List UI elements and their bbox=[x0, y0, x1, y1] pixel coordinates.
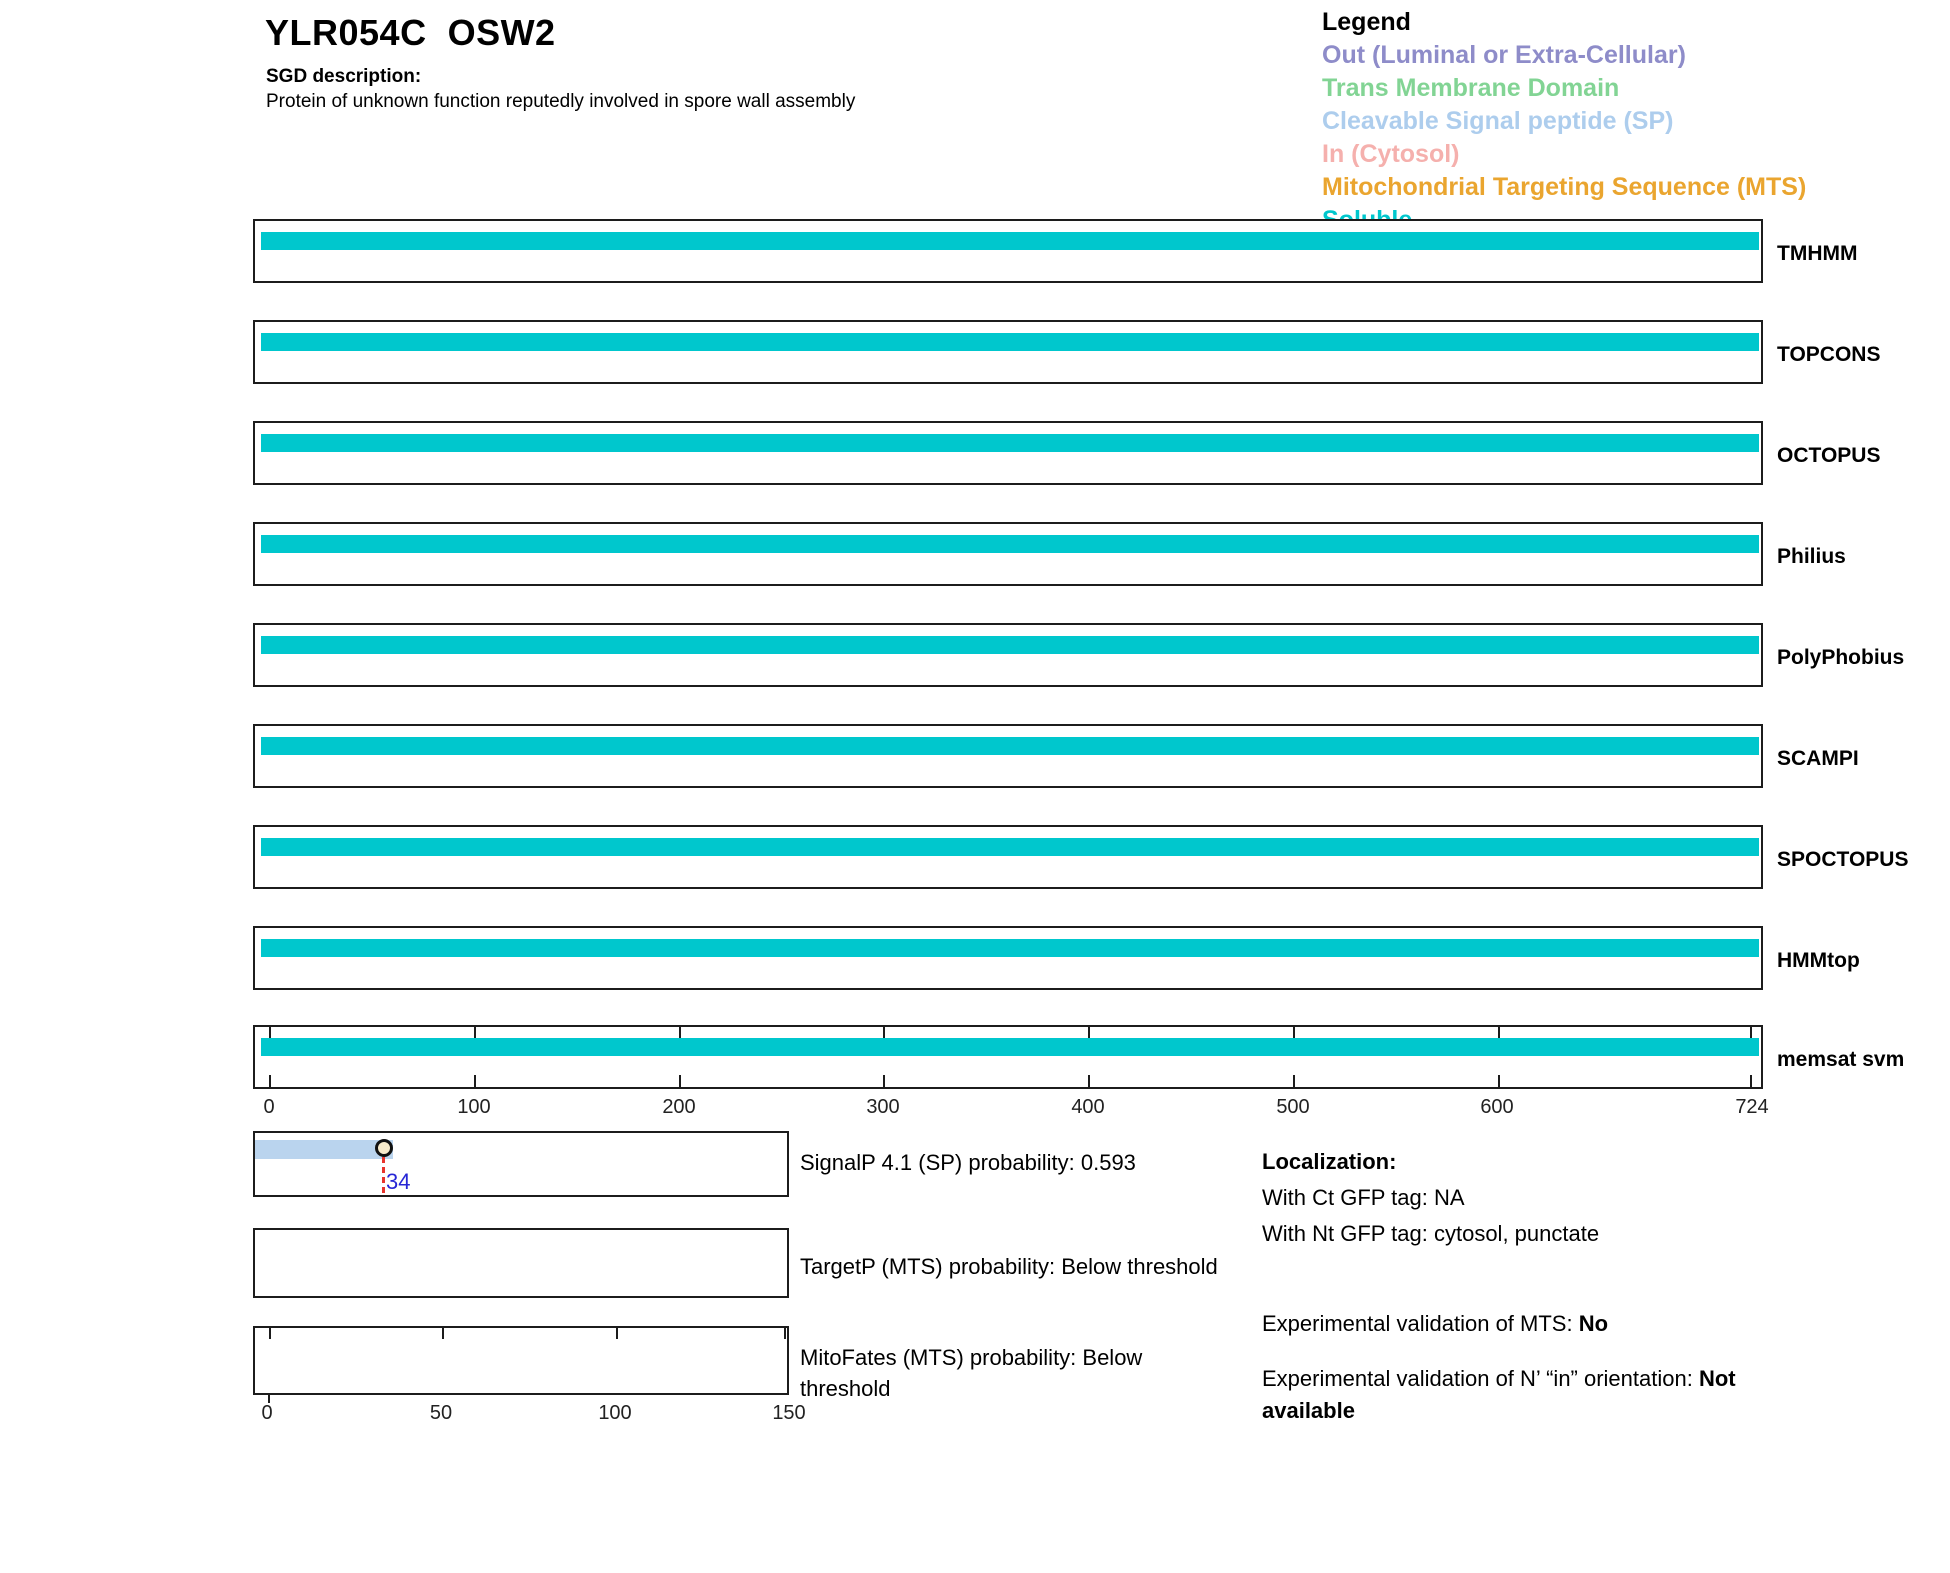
track-box-memsat-svm bbox=[253, 1025, 1763, 1089]
axis-tick bbox=[883, 1075, 885, 1087]
soluble-bar bbox=[261, 232, 1759, 250]
axis-tick-label: 500 bbox=[1276, 1096, 1310, 1118]
track-label-polyphobius: PolyPhobius bbox=[1777, 646, 1905, 669]
axis-tick bbox=[269, 1328, 271, 1339]
legend bbox=[1322, 6, 1806, 237]
soluble-bar bbox=[261, 737, 1759, 755]
mitofates-axis-tick-label: 100 bbox=[598, 1402, 632, 1424]
signal-peptide-probability-bar bbox=[255, 1140, 393, 1159]
page-title: YLR054C OSW2 bbox=[265, 12, 556, 53]
orientation-line bbox=[1262, 1363, 1762, 1427]
axis-tick bbox=[1088, 1075, 1090, 1087]
track-box-spoctopus bbox=[253, 825, 1763, 889]
soluble-bar bbox=[261, 1038, 1759, 1056]
mitofates-axis-tick-label: 0 bbox=[261, 1402, 273, 1424]
legend-title: Legend bbox=[1322, 8, 1411, 36]
cleavage-site-marker bbox=[375, 1139, 393, 1157]
track-label-spoctopus: SPOCTOPUS bbox=[1777, 848, 1909, 871]
track-box-topcons bbox=[253, 320, 1763, 384]
orientation-prefix: Experimental validation of N’ “in” orientation: bbox=[1262, 1366, 1699, 1391]
legend-item-in-cytosol: In (Cytosol) bbox=[1322, 140, 1460, 168]
track-box-hmmtop bbox=[253, 926, 1763, 990]
track-label-octopus: OCTOPUS bbox=[1777, 444, 1881, 467]
cleavage-site-label: 34 bbox=[386, 1169, 411, 1194]
legend-item-signal-peptide: Cleavable Signal peptide (SP) bbox=[1322, 107, 1674, 135]
soluble-bar bbox=[261, 535, 1759, 553]
axis-tick-label: 100 bbox=[457, 1096, 491, 1118]
axis-tick-label: 400 bbox=[1071, 1096, 1105, 1118]
soluble-bar bbox=[261, 434, 1759, 452]
track-box-tmhmm bbox=[253, 219, 1763, 283]
track-box-philius bbox=[253, 522, 1763, 586]
mitofates-caption: MitoFates (MTS) probability: Below threshold bbox=[800, 1345, 1143, 1401]
signalp-plot bbox=[253, 1131, 789, 1197]
mts-validation-line bbox=[1262, 1308, 1608, 1340]
axis-tick-label: 724 bbox=[1735, 1096, 1769, 1118]
track-label-hmmtop: HMMtop bbox=[1777, 949, 1860, 972]
soluble-bar bbox=[261, 333, 1759, 351]
mts-validation-value: No bbox=[1578, 1311, 1609, 1336]
track-box-octopus bbox=[253, 421, 1763, 485]
track-label-philius: Philius bbox=[1777, 545, 1846, 568]
orientation-value: Not available bbox=[1262, 1366, 1736, 1423]
sgd-description-text: Protein of unknown function reputedly involved in spore wall assembly bbox=[266, 91, 856, 112]
axis-tick-label: 300 bbox=[866, 1096, 900, 1118]
soluble-bar bbox=[261, 939, 1759, 957]
axis-tick bbox=[1293, 1075, 1295, 1087]
axis-tick-label: 0 bbox=[263, 1096, 275, 1118]
cleavage-site-line bbox=[382, 1157, 385, 1193]
axis-tick-label: 200 bbox=[662, 1096, 696, 1118]
targetp-caption: TargetP (MTS) probability: Below threshold bbox=[800, 1254, 1218, 1279]
legend-item-out: Out (Luminal or Extra-Cellular) bbox=[1322, 41, 1686, 69]
legend-item-mts: Mitochondrial Targeting Sequence (MTS) bbox=[1322, 173, 1807, 201]
track-label-scampi: SCAMPI bbox=[1777, 747, 1859, 770]
axis-tick-label: 600 bbox=[1480, 1096, 1514, 1118]
mitofates-axis-tick-label: 50 bbox=[429, 1402, 453, 1424]
localization-heading: Localization: bbox=[1262, 1149, 1397, 1174]
soluble-bar bbox=[261, 636, 1759, 654]
axis-tick bbox=[616, 1328, 618, 1339]
axis-tick bbox=[1498, 1075, 1500, 1087]
axis-tick bbox=[679, 1075, 681, 1087]
track-box-scampi bbox=[253, 724, 1763, 788]
mitofates-axis-tick-label: 150 bbox=[772, 1402, 806, 1424]
axis-tick bbox=[442, 1328, 444, 1339]
axis-tick bbox=[784, 1328, 786, 1339]
soluble-bar bbox=[261, 838, 1759, 856]
targetp-plot bbox=[253, 1228, 789, 1298]
mitofates-plot bbox=[253, 1326, 789, 1395]
track-label-tmhmm: TMHMM bbox=[1777, 242, 1858, 265]
nt-gfp-line: With Nt GFP tag: cytosol, punctate bbox=[1262, 1221, 1600, 1246]
axis-tick bbox=[1750, 1075, 1752, 1087]
ct-gfp-line: With Ct GFP tag: NA bbox=[1262, 1185, 1465, 1210]
axis-tick bbox=[474, 1075, 476, 1087]
sgd-description-label: SGD description: bbox=[266, 66, 422, 87]
track-box-polyphobius bbox=[253, 623, 1763, 687]
track-label-topcons: TOPCONS bbox=[1777, 343, 1881, 366]
track-label-memsat-svm: memsat svm bbox=[1777, 1048, 1905, 1071]
mts-validation-prefix: Experimental validation of MTS: bbox=[1262, 1311, 1579, 1336]
legend-item-transmembrane: Trans Membrane Domain bbox=[1322, 74, 1620, 102]
axis-tick bbox=[269, 1075, 271, 1087]
signalp-caption: SignalP 4.1 (SP) probability: 0.593 bbox=[800, 1150, 1136, 1175]
